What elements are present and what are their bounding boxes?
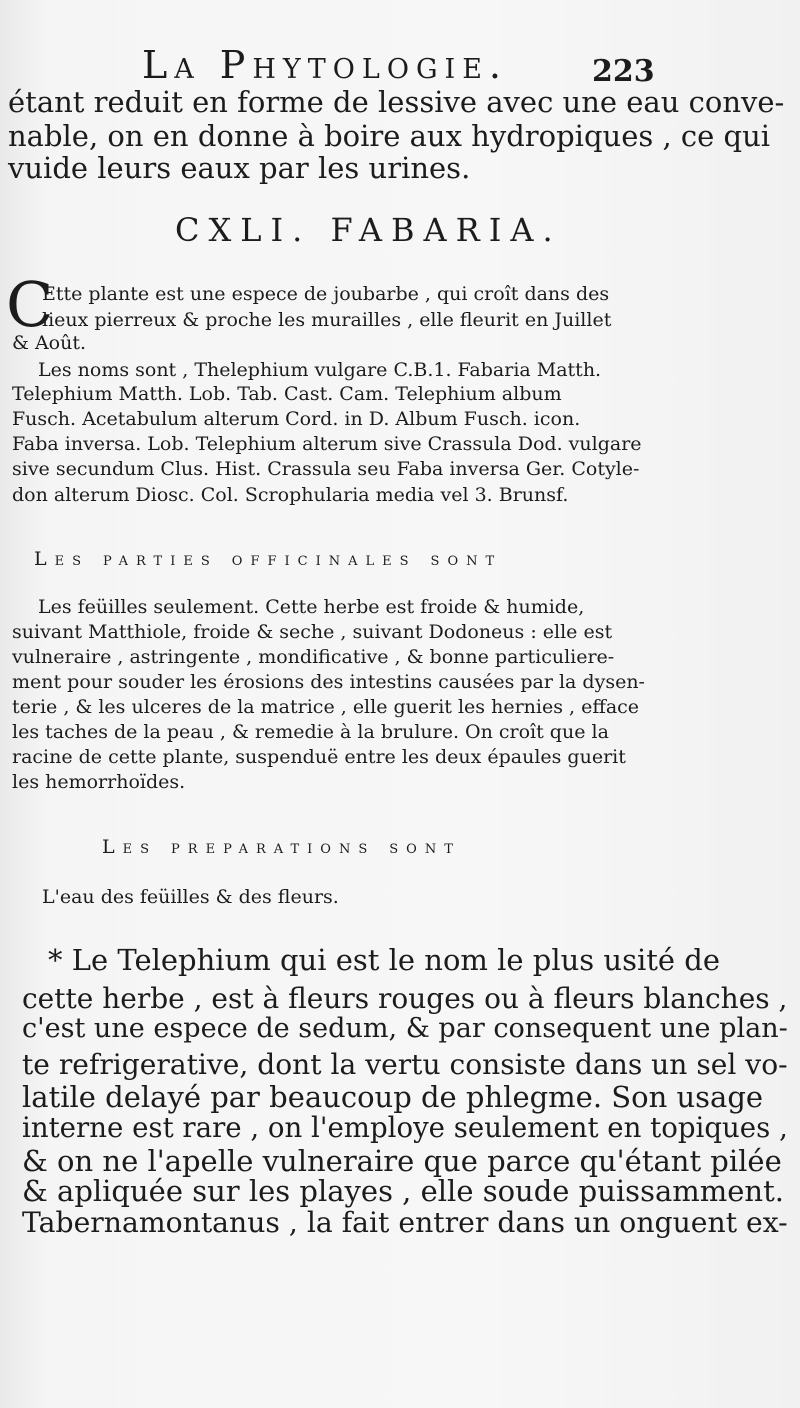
opening-line: nable, on en donne à boire aux hydropiques , ce qui <box>8 119 771 153</box>
note-line: latile delayé par beaucoup de phlegme. Son usage <box>22 1080 764 1114</box>
opening-line: vuide leurs eaux par les urines. <box>8 151 471 185</box>
parts-line: racine de cette plante, suspenduë entre les deux épaules guerit <box>12 746 626 768</box>
names-line: Fusch. Acetabulum alterum Cord. in D. Album Fusch. icon. <box>12 408 581 430</box>
note-line: cette herbe , est à fleurs rouges ou à fleurs blanches , <box>22 982 788 1015</box>
names-line: Faba inversa. Lob. Telephium alterum sive Crassula Dod. vulgare <box>12 433 642 455</box>
parts-line: suivant Matthiole, froide & seche , suivant Dodoneus : elle est <box>12 621 613 643</box>
intro-line: Ette plante est une espece de joubarbe , qui croît dans des <box>42 283 610 305</box>
note-line: & apliquée sur les playes , elle soude puissamment. <box>22 1174 784 1208</box>
names-line: don alterum Diosc. Col. Scrophularia media vel 3. Brunsf. <box>12 484 569 506</box>
names-line: Les noms sont , Thelephium vulgare C.B.1. Fabaria Matth. <box>38 359 602 381</box>
parts-line: terie , & les ulceres de la matrice , elle guerit les hernies , efface <box>12 696 640 718</box>
intro-line: lieux pierreux & proche les murailles , elle fleurit en Juillet <box>42 309 612 331</box>
note-line: c'est une espece de sedum, & par consequent une plan- <box>22 1013 788 1044</box>
section-heading-preparations: Les preparations sont <box>102 836 461 858</box>
parts-line: vulneraire , astringente , mondificative , & bonne particuliere- <box>12 646 615 668</box>
page-number: 223 <box>592 54 655 89</box>
running-title: La Phytologie. <box>142 43 508 87</box>
drop-cap: C <box>6 268 54 341</box>
intro-line: & Août. <box>12 332 87 354</box>
note-line: te refrigerative, dont la vertu consiste dans un sel vo- <box>22 1048 788 1081</box>
preparations-line: L'eau des feüilles & des fleurs. <box>42 886 339 908</box>
section-heading-parts: Les parties officinales sont <box>34 548 503 570</box>
article-heading: CXLI. FABARIA. <box>175 211 562 249</box>
note-line: & on ne l'apelle vulneraire que parce qu'étant pilée <box>22 1144 782 1178</box>
note-line: * Le Telephium qui est le nom le plus usité de <box>48 943 720 977</box>
parts-line: Les feüilles seulement. Cette herbe est froide & humide, <box>38 596 585 618</box>
parts-line: les hemorrhoïdes. <box>12 771 186 793</box>
note-line: Tabernamontanus , la fait entrer dans un onguent ex- <box>22 1206 788 1239</box>
note-line: interne est rare , on l'employe seulement en topiques , <box>22 1111 788 1144</box>
names-line: Telephium Matth. Lob. Tab. Cast. Cam. Telephium album <box>12 383 562 405</box>
parts-line: ment pour souder les érosions des intestins causées par la dysen- <box>12 671 645 693</box>
names-line: sive secundum Clus. Hist. Crassula seu Faba inversa Ger. Cotyle- <box>12 458 640 480</box>
parts-line: les taches de la peau , & remedie à la brulure. On croît que la <box>12 721 609 743</box>
opening-line: étant reduit en forme de lessive avec une eau conve- <box>8 85 785 119</box>
